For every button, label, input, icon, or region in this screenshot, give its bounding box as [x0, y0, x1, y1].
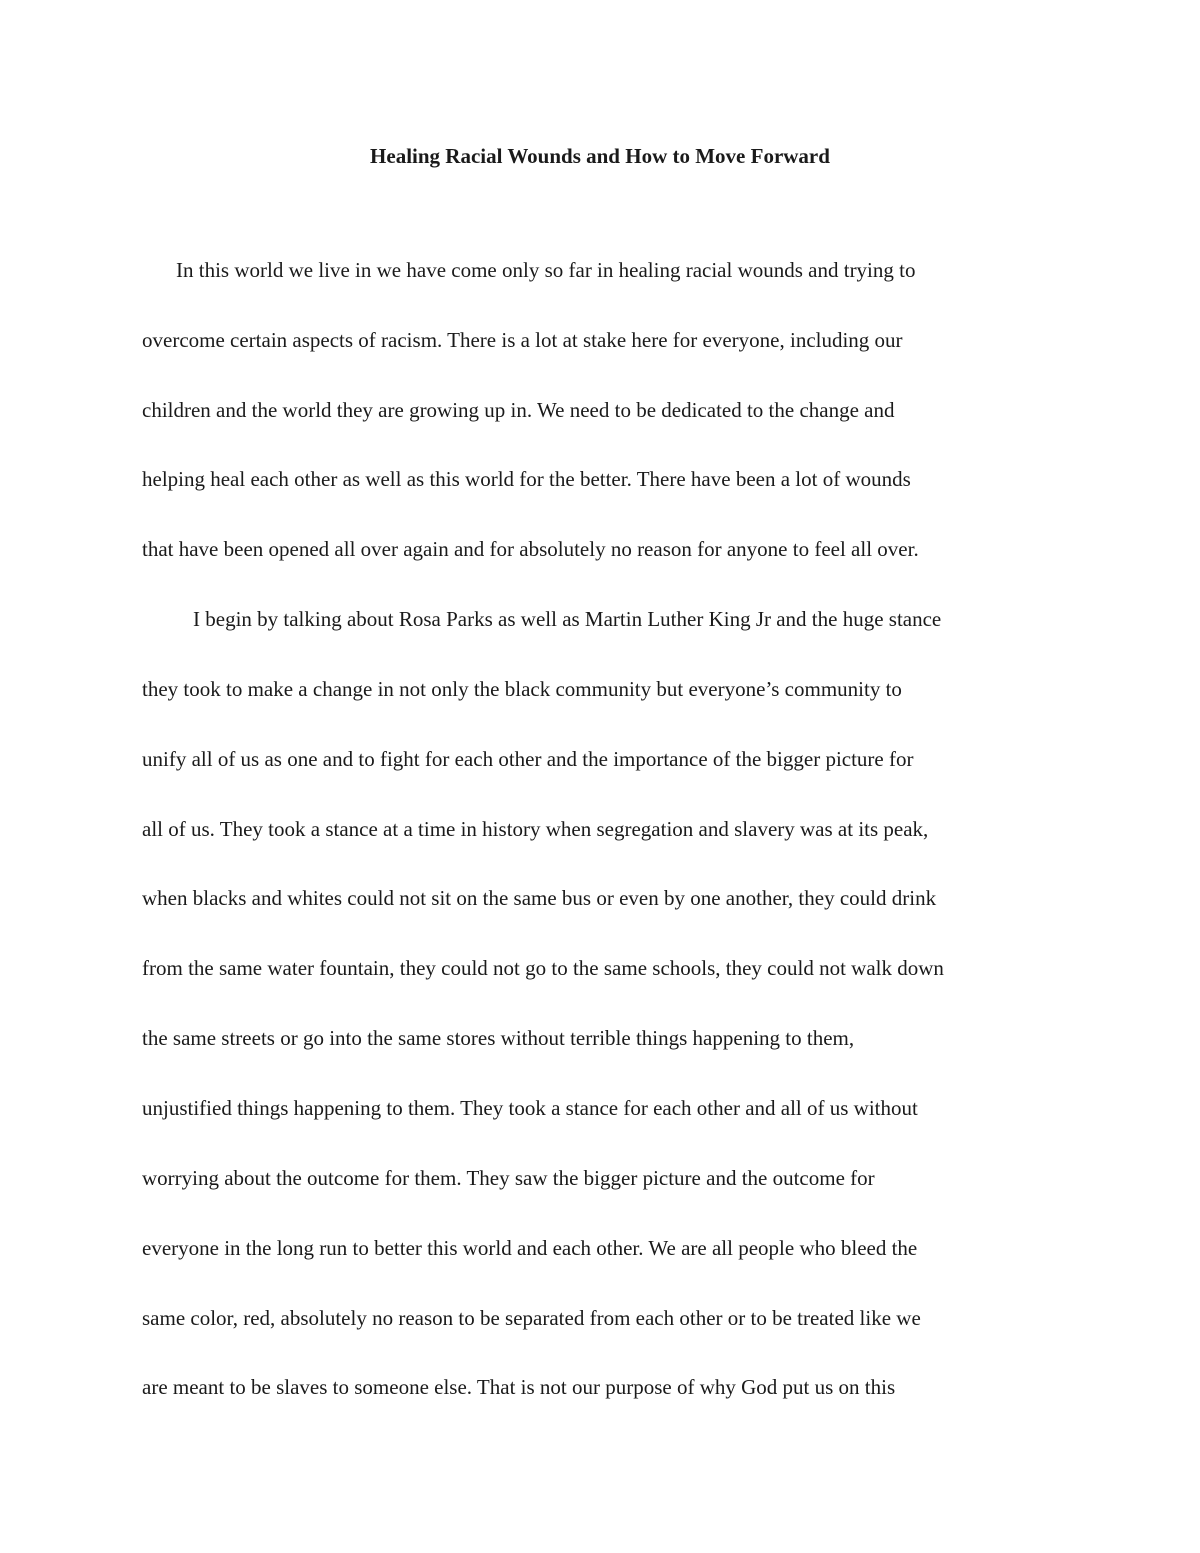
body-line: all of us. They took a stance at a time in history when segregation and slavery was at its peak, — [142, 817, 929, 841]
body-line: same color, red, absolutely no reason to be separated from each other or to be treated like we — [142, 1306, 921, 1330]
body-line: when blacks and whites could not sit on the same bus or even by one another, they could drink — [142, 886, 937, 910]
body-line: from the same water fountain, they could not go to the same schools, they could not walk down — [142, 956, 944, 980]
body-line: unify all of us as one and to fight for each other and the importance of the bigger picture for — [142, 747, 914, 771]
document-title: Healing Racial Wounds and How to Move Forward — [370, 144, 830, 168]
body-line: they took to make a change in not only the black community but everyone’s community to — [142, 677, 902, 701]
body-line: that have been opened all over again and for absolutely no reason for anyone to feel all over. — [142, 537, 919, 561]
body-line: helping heal each other as well as this world for the better. There have been a lot of wounds — [142, 467, 911, 491]
body-line: I begin by talking about Rosa Parks as well as Martin Luther King Jr and the huge stance — [193, 607, 942, 631]
body-line: In this world we live in we have come only so far in healing racial wounds and trying to — [176, 258, 916, 282]
body-line: unjustified things happening to them. They took a stance for each other and all of us without — [142, 1096, 918, 1120]
body-line: worrying about the outcome for them. They saw the bigger picture and the outcome for — [142, 1166, 875, 1190]
body-line: the same streets or go into the same stores without terrible things happening to them, — [142, 1026, 855, 1050]
body-line: children and the world they are growing up in. We need to be dedicated to the change and — [142, 398, 895, 422]
body-line: overcome certain aspects of racism. There is a lot at stake here for everyone, including our — [142, 328, 903, 352]
body-line: everyone in the long run to better this world and each other. We are all people who bleed the — [142, 1236, 918, 1260]
body-line: are meant to be slaves to someone else. That is not our purpose of why God put us on this — [142, 1375, 896, 1399]
